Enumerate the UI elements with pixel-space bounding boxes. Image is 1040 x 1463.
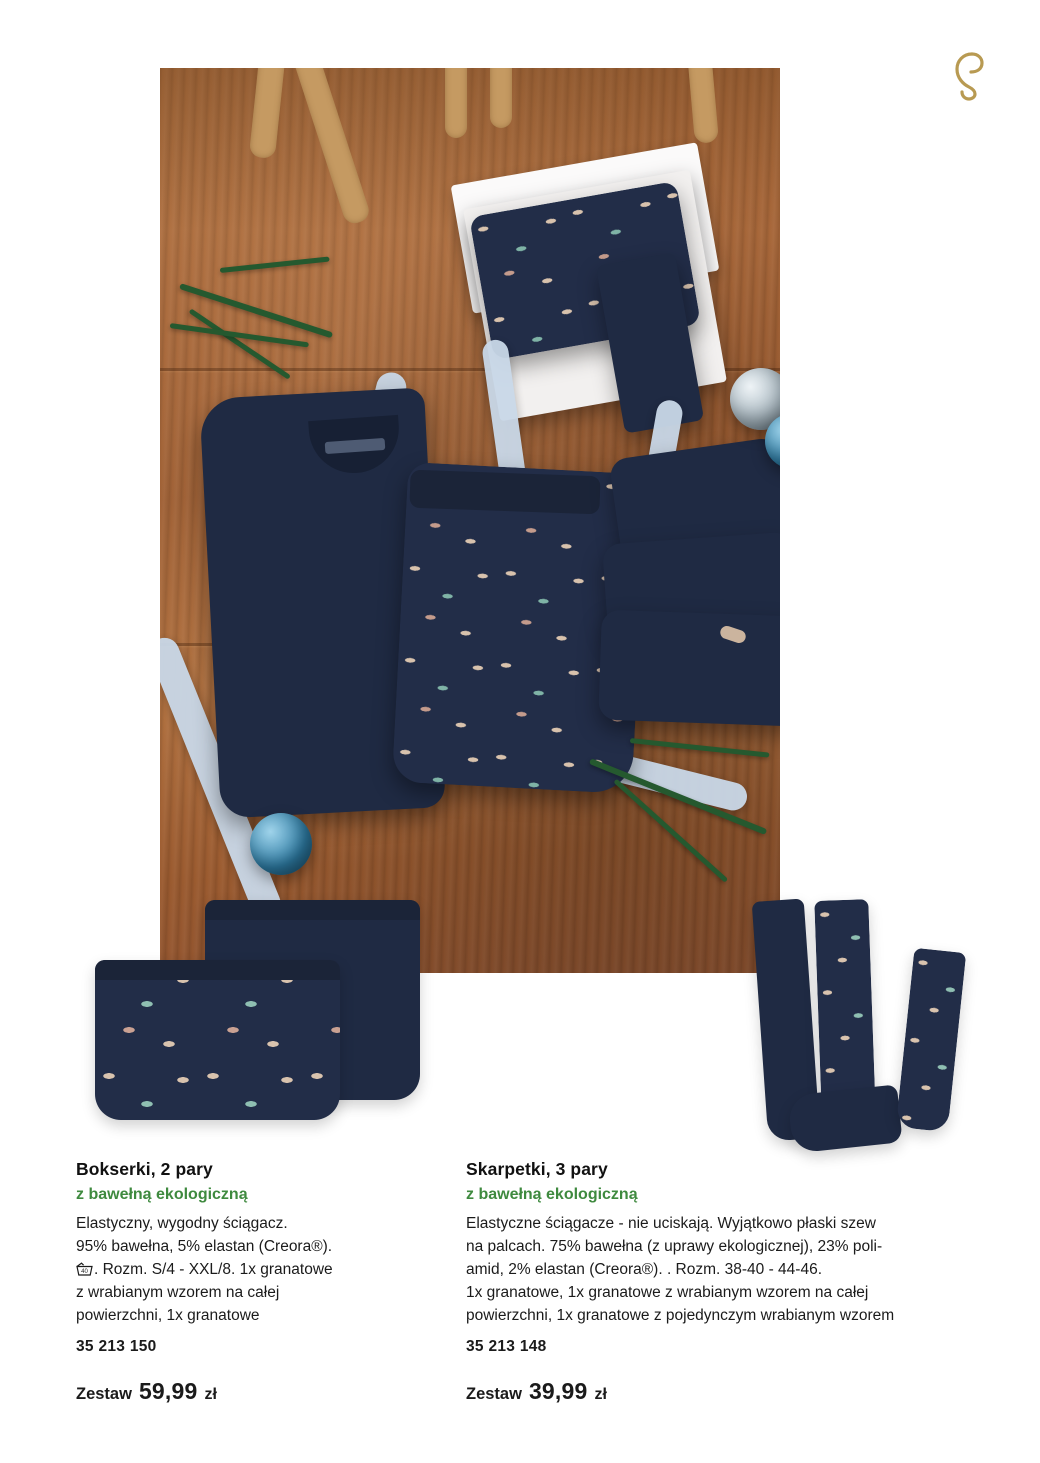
wash-care-icon [76, 1260, 93, 1274]
brand-logo [938, 46, 994, 102]
chair-leg [490, 68, 512, 128]
description-text: . Rozm. S/4 - XXL/8. 1x granatowe [94, 1261, 333, 1278]
price-boxers [76, 1380, 456, 1406]
boxer-waistband [205, 900, 420, 920]
price-label: Zestaw [466, 1385, 522, 1403]
product-description-line: Elastyczny, wygodny ściągacz. [76, 1215, 288, 1232]
product-info-socks [466, 1158, 966, 1406]
product-title-socks: Skarpetki, 3 pary [466, 1159, 608, 1179]
article-code-socks: 35 213 148 [466, 1338, 547, 1355]
product-description-line-with-icon [76, 1258, 456, 1281]
price-value: 39,99 [528, 1378, 588, 1404]
sock-printed-full [814, 899, 875, 1116]
eco-label-boxers: z bawełną ekologiczną [76, 1186, 248, 1203]
boxer-printed [95, 960, 340, 1120]
price-currency: zł [594, 1386, 607, 1403]
product-description-line: Elastyczne ściągacze - nie uciskają. Wyjątkowo płaski szew [466, 1215, 876, 1232]
price-value: 59,99 [138, 1378, 198, 1404]
product-description-line-with-icon [466, 1258, 966, 1281]
sock-foot [787, 1084, 902, 1153]
eco-label-socks: z bawełną ekologiczną [466, 1186, 638, 1203]
product-description-line: powierzchni, 1x granatowe [76, 1307, 260, 1324]
product-description-line: 1x granatowe, 1x granatowe z wrabianym wzorem na całej [466, 1284, 869, 1301]
description-text: amid, 2% elastan (Creora®). . Rozm. 38-40 - 44-46. [466, 1261, 823, 1278]
product-description-line: z wrabianym wzorem na całej [76, 1284, 280, 1301]
pyjama-waistband [409, 470, 600, 515]
chair-leg [445, 68, 467, 138]
product-description-line: na palcach. 75% bawełna (z uprawy ekologicznej), 23% poli- [466, 1238, 883, 1255]
product-info-boxers [76, 1158, 456, 1406]
price-currency: zł [204, 1386, 217, 1403]
hero-product-photo [160, 68, 780, 973]
price-socks [466, 1380, 966, 1406]
sock-printed-single [896, 948, 967, 1132]
product-title-boxers: Bokserki, 2 pary [76, 1159, 213, 1179]
svg-text:40: 40 [81, 1269, 88, 1275]
folded-garment-bottom-right [598, 610, 780, 727]
boxer-waistband [95, 960, 340, 980]
product-description-line: powierzchni, 1x granatowe z pojedynczym wrabianym wzorem [466, 1307, 895, 1324]
product-description-line: 95% bawełna, 5% elastan (Creora®). [76, 1238, 333, 1255]
price-label: Zestaw [76, 1385, 132, 1403]
article-code-boxers: 35 213 150 [76, 1338, 157, 1355]
blue-bauble-lower [250, 813, 312, 875]
